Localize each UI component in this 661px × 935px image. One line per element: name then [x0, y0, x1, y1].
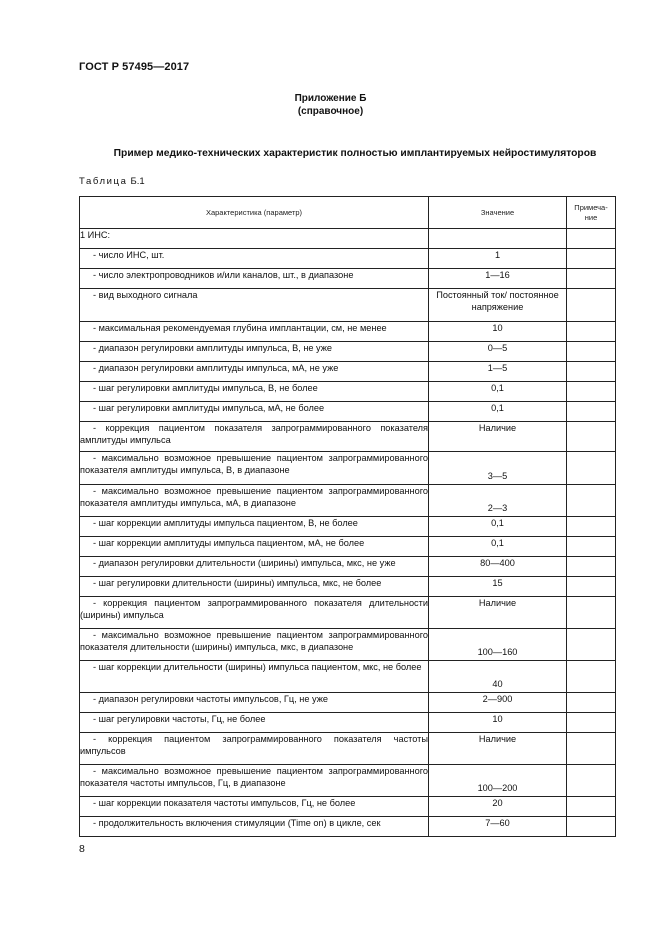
characteristic-cell: - шаг регулировки длительности (ширины) импульса, мкс, не более [80, 577, 429, 597]
table-row [80, 342, 616, 362]
note-cell [567, 402, 616, 422]
characteristic-cell: - коррекция пациентом запрограммированного показателя длительности (ширины) импульса [80, 597, 429, 629]
value-cell: 10 [429, 322, 567, 342]
note-cell [567, 797, 616, 817]
table-row [80, 289, 616, 322]
table-row [80, 517, 616, 537]
characteristic-cell: - число ИНС, шт. [80, 249, 429, 269]
table-row [80, 557, 616, 577]
table-row [80, 765, 616, 797]
value-cell: Наличие [429, 733, 567, 765]
note-cell [567, 517, 616, 537]
column-header-characteristic: Характеристика (параметр) [80, 197, 429, 229]
characteristic-cell: - шаг коррекции длительности (ширины) импульса пациентом, мкс, не более [80, 661, 429, 693]
table-row [80, 797, 616, 817]
note-cell [567, 557, 616, 577]
value-cell: 2—900 [429, 693, 567, 713]
page-number: 8 [79, 843, 85, 855]
value-cell: Наличие [429, 597, 567, 629]
value-cell: 100—160 [429, 629, 567, 661]
table-header-row [80, 197, 616, 229]
characteristic-cell: - число электропроводников и/или каналов, шт., в диапазоне [80, 269, 429, 289]
table-section-row [80, 229, 616, 249]
note-cell [567, 289, 616, 322]
characteristic-cell: - продолжительность включения стимуляции (Time on) в цикле, сек [80, 817, 429, 837]
note-cell [567, 452, 616, 485]
document-title: Пример медико-технических характеристик полностью имплантируемых нейростимуляторов [113, 148, 597, 159]
table-caption [79, 176, 145, 187]
note-cell [567, 422, 616, 452]
value-cell: 0,1 [429, 382, 567, 402]
note-cell [567, 577, 616, 597]
value-cell: 20 [429, 797, 567, 817]
characteristic-cell: - шаг коррекции амплитуды импульса пациентом, В, не более [80, 517, 429, 537]
value-cell: 0—5 [429, 342, 567, 362]
characteristic-cell: - коррекция пациентом показателя запрограммированного показателя амплитуды импульса [80, 422, 429, 452]
value-cell: 15 [429, 577, 567, 597]
characteristic-cell: - максимальная рекомендуемая глубина имплантации, см, не менее [80, 322, 429, 342]
value-cell: 1—5 [429, 362, 567, 382]
value-cell: 0,1 [429, 537, 567, 557]
characteristic-cell: - шаг регулировки амплитуды импульса, В, не более [80, 382, 429, 402]
column-header-note-line1: Примеча- [574, 202, 608, 212]
characteristic-cell: - максимально возможное превышение пациентом запрограммированного показателя длительности (ширины) импульса, мкс, в диапазоне [80, 629, 429, 661]
characteristic-cell: - максимально возможное превышение пациентом запрограммированного показателя амплитуды импульса, В, в диапазоне [80, 452, 429, 485]
note-cell [567, 661, 616, 693]
note-cell [567, 485, 616, 517]
table-row [80, 537, 616, 557]
note-cell [567, 817, 616, 837]
note-cell [567, 322, 616, 342]
note-cell [567, 733, 616, 765]
characteristic-cell: - шаг регулировки частоты, Гц, не более [80, 713, 429, 733]
characteristic-cell: - шаг коррекции амплитуды импульса пациентом, мА, не более [80, 537, 429, 557]
note-cell [567, 537, 616, 557]
note-cell [567, 597, 616, 629]
table-row [80, 249, 616, 269]
value-cell: 3—5 [429, 452, 567, 485]
table-caption-number: Б.1 [130, 176, 145, 187]
value-cell: Постоянный ток/ постоянное напряжение [429, 289, 567, 322]
table-row [80, 713, 616, 733]
note-cell [567, 693, 616, 713]
value-cell: 80—400 [429, 557, 567, 577]
characteristic-cell: - максимально возможное превышение пациентом запрограммированного показателя амплитуды импульса, мА, в диапазоне [80, 485, 429, 517]
standard-code: ГОСТ Р 57495—2017 [79, 61, 190, 73]
characteristic-cell: - диапазон регулировки длительности (ширины) импульса, мкс, не уже [80, 557, 429, 577]
table-row [80, 422, 616, 452]
value-cell: 2—3 [429, 485, 567, 517]
column-header-value: Значение [429, 197, 567, 229]
table-row [80, 402, 616, 422]
value-cell: 10 [429, 713, 567, 733]
note-cell [567, 249, 616, 269]
characteristic-cell: - шаг регулировки амплитуды импульса, мА, не более [80, 402, 429, 422]
table-row [80, 693, 616, 713]
value-cell: 1 [429, 249, 567, 269]
note-cell [567, 765, 616, 797]
note-cell [567, 229, 616, 249]
value-cell [429, 229, 567, 249]
column-header-note [567, 197, 616, 229]
table-row [80, 269, 616, 289]
value-cell: 100—200 [429, 765, 567, 797]
value-cell: 0,1 [429, 402, 567, 422]
note-cell [567, 629, 616, 661]
table-row [80, 382, 616, 402]
note-cell [567, 382, 616, 402]
table-row [80, 452, 616, 485]
table-row [80, 362, 616, 382]
note-cell [567, 713, 616, 733]
table-row [80, 577, 616, 597]
note-cell [567, 342, 616, 362]
characteristic-cell: - коррекция пациентом запрограммированного показателя частоты импульсов [80, 733, 429, 765]
note-cell [567, 269, 616, 289]
value-cell: 7—60 [429, 817, 567, 837]
table-row [80, 629, 616, 661]
annex-heading [0, 92, 661, 118]
characteristic-cell: - вид выходного сигнала [80, 289, 429, 322]
characteristic-cell: - шаг коррекции показателя частоты импульсов, Гц, не более [80, 797, 429, 817]
table-row [80, 485, 616, 517]
characteristics-table [79, 196, 616, 837]
characteristic-cell: - диапазон регулировки частоты импульсов, Гц, не уже [80, 693, 429, 713]
value-cell: 1—16 [429, 269, 567, 289]
table-row [80, 733, 616, 765]
note-cell [567, 362, 616, 382]
annex-subtitle: (справочное) [297, 106, 364, 117]
column-header-note-line2: ние [584, 212, 598, 222]
table-row [80, 661, 616, 693]
value-cell: Наличие [429, 422, 567, 452]
table-body [80, 229, 616, 837]
table-caption-label: Таблица [79, 176, 128, 187]
value-cell: 0,1 [429, 517, 567, 537]
table-row [80, 597, 616, 629]
characteristic-cell: - диапазон регулировки амплитуды импульса, мА, не уже [80, 362, 429, 382]
characteristic-cell: - максимально возможное превышение пациентом запрограммированного показателя частоты импульсов, Гц, в диапазоне [80, 765, 429, 797]
table-row [80, 817, 616, 837]
characteristic-cell: 1 ИНС: [80, 229, 429, 249]
value-cell: 40 [429, 661, 567, 693]
characteristic-cell: - диапазон регулировки амплитуды импульса, В, не уже [80, 342, 429, 362]
table-row [80, 322, 616, 342]
annex-title: Приложение Б [294, 93, 367, 104]
